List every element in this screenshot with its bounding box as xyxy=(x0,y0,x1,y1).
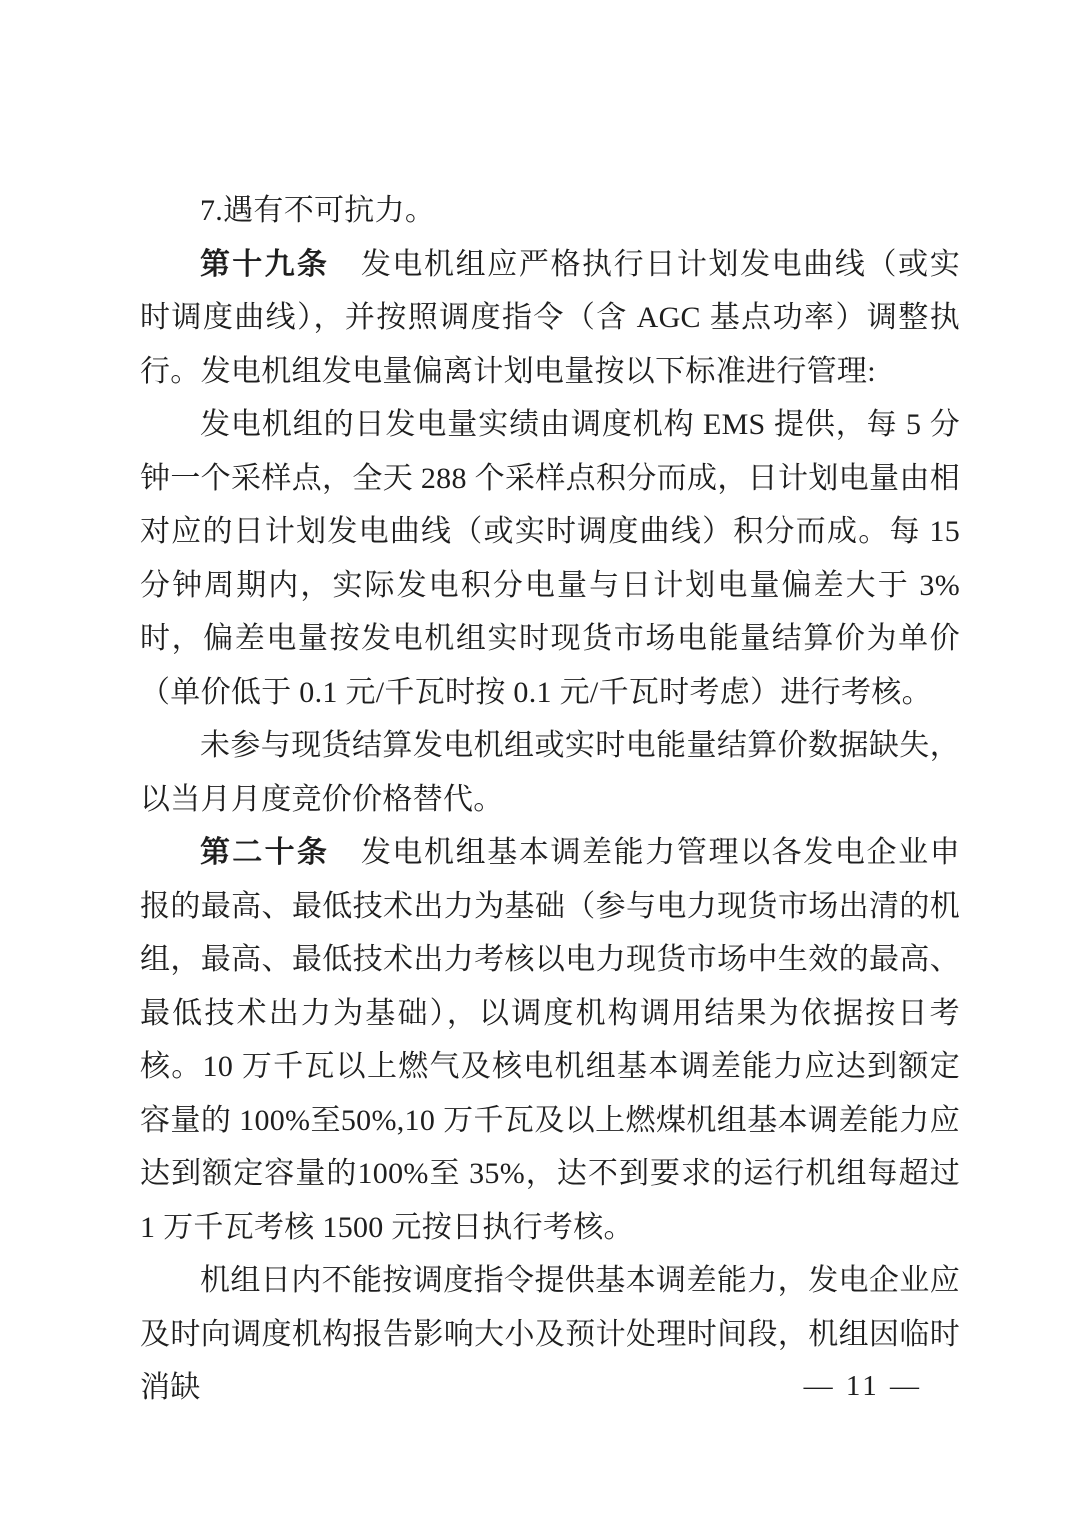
page-number: — 11 — xyxy=(803,1370,922,1402)
paragraph-text: 发电机组应严格执行日计划发电曲线（或实时调度曲线），并按照调度指令（含 AGC 基点功率）调整执行。发电机组发电量偏离计划电量按以下标准进行管理: xyxy=(140,247,961,388)
paragraph-price-substitute xyxy=(140,719,960,826)
paragraph-ems-measurement xyxy=(140,398,960,719)
paragraph-text: 未参与现货结算发电机组或实时电能量结算价数据缺失，以当月月度竞价价格替代。 xyxy=(140,729,960,816)
paragraph-text: 发电机组基本调差能力管理以各发电企业申报的最高、最低技术出力为基础（参与电力现货市场出清的机组，最高、最低技术出力考核以电力现货市场中生效的最高、最低技术出力为基础），以调度机构调用结果为依据按日考核。10 万千瓦以上燃气及核电机组基本调差能力应达到额定容量的 100%至50%,10 万千瓦及以上燃煤机组基本调差能力应达到额定容量的100%至 35%，达不到要求的运行机组每超过 1 万千瓦考核 1500 元按日执行考核。 xyxy=(140,836,961,1244)
paragraph-article-20 xyxy=(140,826,960,1254)
article-20-heading: 第二十条 xyxy=(200,836,330,869)
paragraph-clause-7 xyxy=(140,184,960,238)
document-body xyxy=(140,184,960,1415)
paragraph-text: 发电机组的日发电量实绩由调度机构 EMS 提供，每 5 分钟一个采样点，全天 288 个采样点积分而成，日计划电量由相对应的日计划发电曲线（或实时调度曲线）积分而成。每 15 分钟周期内，实际发电积分电量与日计划电量偏差大于 3%时，偏差电量按发电机组实时现货市场电能量结算价为单价（单价低于 0.1 元/千瓦时按 0.1 元/千瓦时考虑）进行考核。 xyxy=(140,408,960,709)
paragraph-text: 机组日内不能按调度指令提供基本调差能力，发电企业应及时向调度机构报告影响大小及预计处理时间段，机组因临时消缺 xyxy=(140,1264,960,1404)
paragraph-article-19 xyxy=(140,238,960,399)
article-19-heading: 第十九条 xyxy=(200,247,330,281)
paragraph-text: 7.遇有不可抗力。 xyxy=(200,194,436,227)
